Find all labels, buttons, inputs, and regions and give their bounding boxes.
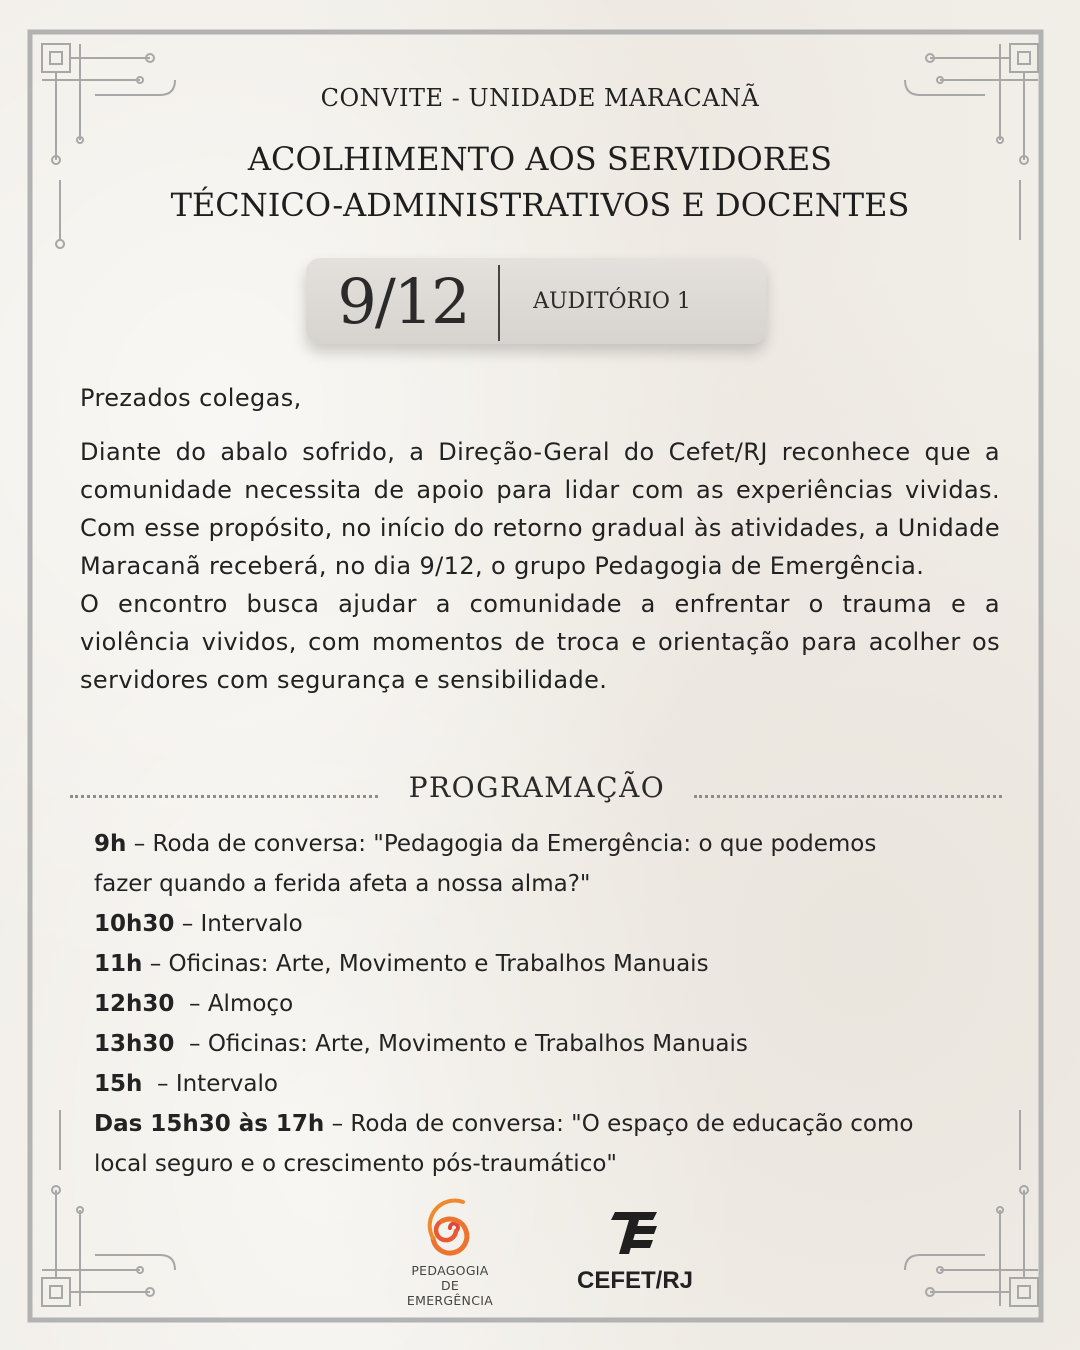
invite-heading: CONVITE - UNIDADE MARACANÃ	[320, 84, 760, 112]
dotted-divider-left	[70, 795, 378, 798]
cefet-emblem-icon	[607, 1208, 663, 1258]
schedule-desc: – Roda de conversa: "O espaço de educação como	[324, 1111, 914, 1137]
title-line-1: ACOLHIMENTO AOS SERVIDORES	[247, 140, 833, 178]
schedule-item	[94, 944, 994, 984]
schedule-desc: – Intervalo	[174, 911, 303, 937]
schedule-time: 12h30	[94, 991, 175, 1017]
schedule-item	[94, 1104, 994, 1144]
schedule-time: 15h	[94, 1071, 143, 1097]
schedule-item	[94, 1024, 994, 1064]
page-title	[0, 136, 1080, 228]
program-title: PROGRAMAÇÃO	[408, 771, 666, 804]
schedule-time: 9h	[94, 831, 127, 857]
paragraph-1: Diante do abalo sofrido, a Direção-Geral do Cefet/RJ reconhece que a comunidade necessita de apoio para lidar com as experiências vividas. Com esse propósito, no início do retorno gradual às atividades, a Unidade Maracanã receberá, no dia 9/12, o grupo Pedagogia de Emergência.	[80, 438, 1000, 580]
schedule-desc: – Intervalo	[142, 1071, 278, 1097]
event-place: AUDITÓRIO 1	[533, 288, 691, 314]
pedagogia-emergencia-logo	[396, 1198, 504, 1308]
dotted-divider-right	[694, 795, 1002, 798]
cefet-logo-text: CEFET/RJ	[576, 1267, 693, 1294]
pedagogia-logo-line-1: PEDAGOGIA	[411, 1263, 489, 1278]
letter-body	[80, 433, 1000, 699]
schedule-time: 13h30	[94, 1031, 175, 1057]
event-date: 9/12	[337, 264, 469, 338]
schedule-item-continuation: local seguro e o crescimento pós-traumático"	[94, 1151, 617, 1177]
schedule-desc: – Oficinas: Arte, Movimento e Trabalhos Manuais	[142, 951, 709, 977]
schedule-time: 11h	[94, 951, 143, 977]
greeting: Prezados colegas,	[80, 384, 302, 412]
schedule-item	[94, 1064, 994, 1104]
schedule-item	[94, 824, 994, 864]
schedule-time: 10h30	[94, 911, 175, 937]
spiral-logo-icon	[415, 1198, 485, 1258]
schedule-item	[94, 904, 994, 944]
title-line-2: TÉCNICO-ADMINISTRATIVOS E DOCENTES	[170, 186, 910, 224]
schedule-list	[94, 824, 994, 1184]
cefet-logo	[560, 1208, 710, 1295]
schedule-desc: – Oficinas: Arte, Movimento e Trabalhos Manuais	[174, 1031, 748, 1057]
paragraph-2: O encontro busca ajudar a comunidade a enfrentar o trauma e a violência vividos, com momentos de troca e orientação para acolher os servidores com segurança e sensibilidade.	[80, 590, 1000, 694]
schedule-time: Das 15h30 às 17h	[94, 1111, 325, 1137]
schedule-desc: – Almoço	[174, 991, 294, 1017]
schedule-item	[94, 984, 994, 1024]
schedule-desc: – Roda de conversa: "Pedagogia da Emergência: o que podemos	[126, 831, 877, 857]
schedule-item-continuation: fazer quando a ferida afeta a nossa alma?"	[94, 871, 591, 897]
pedagogia-logo-line-2: DE EMERGÊNCIA	[406, 1278, 494, 1308]
